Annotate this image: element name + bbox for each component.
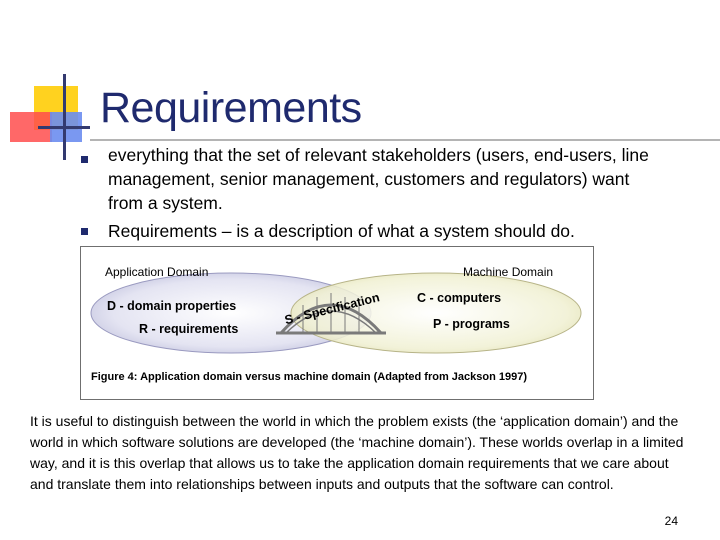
bullet-square-icon <box>81 156 88 163</box>
application-domain-label: Application Domain <box>105 265 209 279</box>
domain-diagram <box>81 247 593 399</box>
requirements-label: R - requirements <box>139 322 239 336</box>
title-divider <box>90 139 720 141</box>
bullet-text-1: everything that the set of relevant stakeholders (users, end-users, line management, senior management, customers and regulators) want from a system. <box>108 145 649 213</box>
bullet-square-icon <box>81 228 88 235</box>
computers-label: C - computers <box>417 291 502 305</box>
decor-horizontal-line <box>38 126 90 129</box>
specification-label: S - Specification <box>283 290 381 328</box>
bullet-text-2: Requirements – is a description of what a system should do. <box>108 221 575 241</box>
machine-domain-label: Machine Domain <box>463 265 554 279</box>
page-number: 24 <box>664 514 678 528</box>
programs-label: P - programs <box>433 317 510 331</box>
domain-properties-label: D - domain properties <box>107 299 237 313</box>
slide-title: Requirements <box>100 84 362 132</box>
figure-caption: Figure 4: Application domain versus machine domain (Adapted from Jackson 1997) <box>91 371 528 383</box>
decor-vertical-line <box>63 74 66 160</box>
body-paragraph: It is useful to distinguish between the world in which the problem exists (the ‘application domain’) and the world in which software solutions are developed (the ‘machine domain’). These worlds overlap in a limited way, and it is this overlap that allows us to take the application domain requirements that we care about and translate them into relationships between inputs and outputs that the software can control. <box>30 413 684 492</box>
domain-figure <box>80 246 594 400</box>
